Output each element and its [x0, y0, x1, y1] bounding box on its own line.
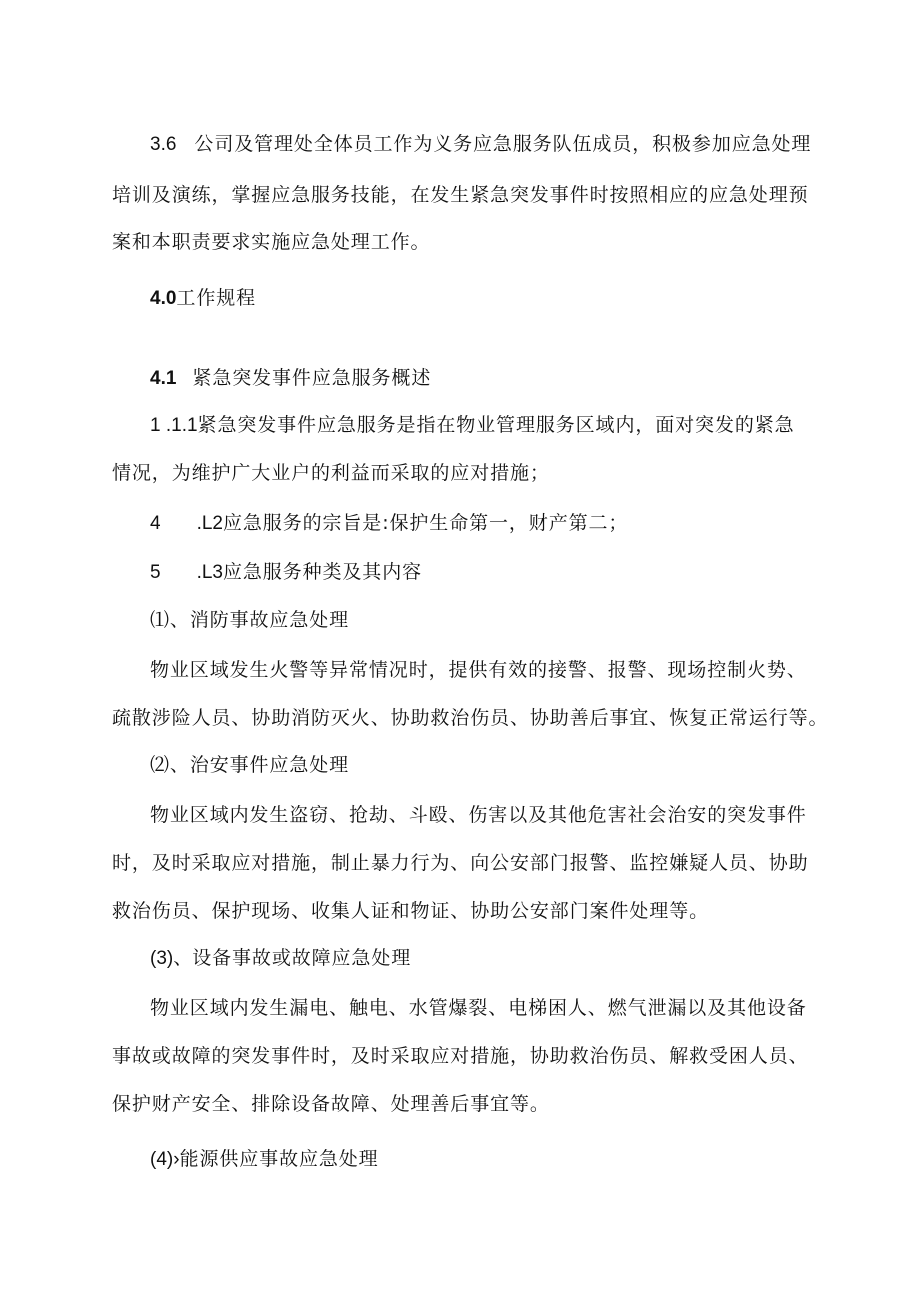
- paragraph-text: 应急服务种类及其内容: [223, 561, 423, 583]
- item-3-line-2: [112, 1042, 809, 1070]
- list-number: 5: [150, 562, 161, 583]
- paragraph-text: 救治伤员、保护现场、收集人证和物证、协助公安部门案件处理等。: [112, 900, 710, 922]
- item-1-title: [150, 606, 349, 634]
- item-3-line-3: [112, 1090, 550, 1118]
- item-title: 设备事故或故障应急处理: [192, 947, 412, 969]
- paragraph-3-6-line-1: [150, 130, 811, 159]
- paragraph-text: 保护财产安全、排除设备故障、处理善后事宜等。: [112, 1093, 550, 1115]
- paragraph-text: 案和本职责要求实施应急处理工作。: [112, 231, 431, 253]
- paragraph-4-1-3: [150, 558, 422, 587]
- paragraph-text: 紧急突发事件应急服务是指在物业管理服务区域内，面对突发的紧急: [197, 414, 795, 436]
- item-marker: (3)、: [150, 948, 193, 969]
- paragraph-text: 培训及演练，掌握应急服务技能，在发生紧急突发事件时按照相应的应急处理预: [112, 184, 809, 206]
- paragraph-text: 物业区域发生火警等异常情况时，提供有效的接警、报警、现场控制火势、: [150, 659, 807, 681]
- paragraph-4-1-2: [150, 509, 628, 538]
- section-title: 工作规程: [176, 287, 257, 309]
- paragraph-text: 物业区域内发生盗窃、抢劫、斗殴、伤害以及其他危害社会治安的突发事件: [150, 804, 807, 826]
- paragraph-3-6-line-3: [112, 228, 430, 256]
- item-title: 治安事件应急处理: [189, 754, 350, 776]
- list-number: 4: [150, 513, 161, 534]
- paragraph-text: 应急服务的宗旨是:保护生命第一，财产第二；: [223, 512, 629, 534]
- item-2-line-1: [150, 801, 807, 829]
- item-title: 能源供应事故应急处理: [179, 1148, 379, 1170]
- item-marker: (4)›: [150, 1149, 180, 1170]
- item-1-line-2: [112, 704, 828, 732]
- section-number: 3.6: [150, 134, 177, 155]
- section-number: 4.1: [150, 368, 177, 389]
- item-3-line-1: [150, 994, 807, 1022]
- section-title: 紧急突发事件应急服务概述: [192, 367, 432, 389]
- paragraph-text: 物业区域内发生漏电、触电、水管爆裂、电梯困人、燃气泄漏以及其他设备: [150, 997, 807, 1019]
- item-1-line-1: [150, 656, 807, 684]
- item-4-title: [150, 1145, 379, 1174]
- item-title: 消防事故应急处理: [189, 609, 350, 631]
- section-number: 1 .1.1: [150, 415, 198, 436]
- item-2-line-2: [112, 849, 809, 877]
- item-3-title: [150, 944, 411, 973]
- paragraph-text: 疏散涉险人员、协助消防灭火、协助救治伤员、协助善后事宜、恢复正常运行等。: [112, 707, 829, 729]
- paragraph-text: 公司及管理处全体员工作为义务应急服务队伍成员，积极参加应急处理: [194, 133, 812, 155]
- paragraph-text: 情况，为维护广大业户的利益而采取的应对措施；: [112, 462, 550, 484]
- heading-4-0: [150, 284, 256, 313]
- section-code: .L2: [196, 513, 223, 534]
- paragraph-text: 时，及时采取应对措施，制止暴力行为、向公安部门报警、监控嫌疑人员、协助: [112, 852, 809, 874]
- paragraph-text: 事故或故障的突发事件时，及时采取应对措施，协助救治伤员、解救受困人员、: [112, 1045, 809, 1067]
- paragraph-4-1-1-line-2: [112, 459, 550, 487]
- item-2-title: [150, 751, 349, 779]
- heading-4-1: [150, 364, 431, 393]
- paragraph-3-6-line-2: [112, 181, 809, 209]
- item-2-line-3: [112, 897, 709, 925]
- paragraph-4-1-1-line-1: [150, 411, 795, 440]
- section-number: 4.0: [150, 288, 177, 309]
- item-marker: ⑵、: [150, 754, 190, 776]
- item-marker: ⑴、: [150, 609, 190, 631]
- section-code: .L3: [196, 562, 223, 583]
